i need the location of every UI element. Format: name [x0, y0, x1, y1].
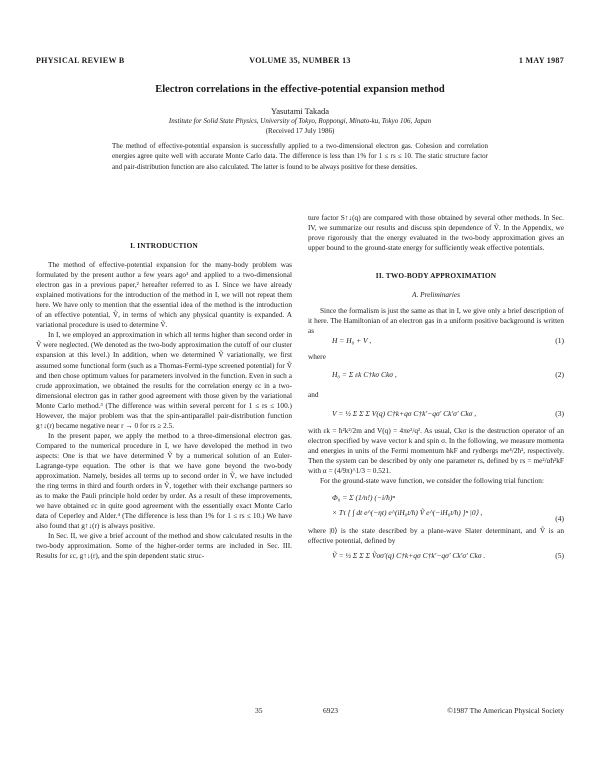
equation-2 — [308, 365, 564, 387]
connective-text: where — [308, 352, 326, 362]
equation-body: Ṽ = ½ Σ Σ Σ Ṽσσ′(q) C†k+qσ C†k′−qσ′ Ck′σ′ Ckσ . — [332, 550, 486, 560]
paragraph: In Sec. II, we give a brief account of the method and show calculated results in the two-body approximation. Some of the higher-order terms are included in Sec. III. Results for εc, g↑↓(r), and the spin dependent static struc- — [36, 531, 292, 561]
equation-body: V = ½ Σ Σ Σ V(q) C†k+qσ C†k′−qσ′ Ck′σ′ Ckσ , — [332, 408, 477, 418]
equation-number: (5) — [555, 550, 564, 560]
equation-1 — [308, 336, 564, 349]
page-number: 6923 — [323, 706, 338, 715]
equation-number: (1) — [555, 336, 564, 346]
paragraph-continuation: ture factor S↑↓(q) are compared with those obtained by several other methods. In Sec. IV, we summarize our results and discuss spin dependence of Ṽ. In the Appendix, we prove rigorously that the energy evaluated in the two-body approximation gives an upper bound to the ground-state energy for sufficiently weak effective potentials. — [308, 213, 564, 253]
paragraph: In the present paper, we apply the method to a three-dimensional electron gas. Compared to the numerical procedure in I, we have developed the method in two aspects: One is that we have determined Ṽ by a numerical solution of an Euler-Lagrange-type equation. The other is that we have gone beyond the two-body approximation. Namely, besides all terms up to second order in Ṽ, we have included the ring terms in third and fourth orders in Ṽ, together with their exchange partners so as to make the Pauli principle hold order by order. As a result of these improvements, we have obtained εc in quite good agreement with the essentially exact Monte Carlo data of Ceperley and Alder.⁴ (The difference is less than 1% for 1 ≤ rs ≤ 10.) We have also found that g↑↓(r) is always positive. — [36, 430, 292, 531]
running-header — [36, 56, 564, 68]
section-heading-two-body: II. TWO-BODY APPROXIMATION — [375, 271, 497, 281]
equation-5 — [308, 546, 564, 568]
paragraph: In I, we employed an approximation in which all terms higher than second order in Ṽ were neglected. (We denoted as the two-body approximation the cutoff of our cluster expansion at this level.) In addition, when we determined Ṽ variationally, we first assumed some functional form (such as a Thomas-Fermi-type screened potential) for Ṽ and then chose optimum values for parameters involved in the function. Even in such a crude approximation, we obtained the results for the correlation energy εc in a two-dimensional electron gas in rather good agreement with those given by the variational Monte Carlo method.³ (The difference was within several percent for 1 ≤ rs ≤ 100.) However, the major problem was that the spin-antiparallel pair-distribution function g↑↓(r) became negative near r → 0 for rs ≥ 2.5. — [36, 330, 292, 430]
paragraph: The method of effective-potential expansion for the many-body problem was formulated by the present author a few years ago¹ and applied to a two-dimensional electron gas in a previous paper,² hereafter referred to as I. Since we have already explained motivations for the introduction of the method in I, we will not repeat them here. We have only to mention that the essential idea of the method is the introduction of an effective potential, Ṽ, in terms of which any physical quantity is expanded. A variational procedure is used to determine Ṽ. — [36, 260, 292, 330]
author-name: Yasutami Takada — [270, 106, 330, 116]
equation-body — [332, 490, 482, 520]
issue-date: 1 MAY 1987 — [518, 56, 564, 65]
volume-number: VOLUME 35, NUMBER 13 — [249, 56, 351, 65]
equation-number: (3) — [555, 408, 564, 418]
section-heading-introduction: I. INTRODUCTION — [130, 241, 198, 250]
paragraph: Since the formalism is just the same as that in I, we give only a brief description of it here. The Hamiltonian of an electron gas in a uniform positive background is written as — [308, 306, 564, 336]
paragraph-continuation: where |0⟩ is the state described by a plane-wave Slater determinant, and Ṽ is an effective potential, defined by — [308, 525, 564, 545]
equation-number: (2) — [555, 370, 564, 380]
volume-page-number: 35 — [255, 706, 263, 715]
equation-3 — [308, 404, 564, 426]
page-footer — [36, 706, 564, 716]
journal-name: PHYSICAL REVIEW B — [36, 56, 125, 65]
connective-text: and — [308, 390, 319, 400]
author-affiliation: Institute for Solid State Physics, University of Tokyo, Roppongi, Minato-ku, Tokyo 106, Japan — [168, 117, 432, 125]
right-column — [308, 213, 564, 568]
copyright-notice: ©1987 The American Physical Society — [447, 706, 564, 715]
paragraph-continuation: with εk = ħ²k²/2m and V(q) = 4πe²/q². As usual, Ckσ is the destruction operator of an electron specified by wave vector k and spin σ. In the following, we measure momenta and energies in units of the Fermi momentum ħkF and rydbergs me⁴/2ħ², respectively. Then the system can be described by only one parameter rs, defined by rs = me²/αħ²kF with α = (4/9π)^1/3 = 0.521. — [308, 425, 564, 475]
equation-line: Φ₀ = Σ (1/n!) (−i/ħ)ⁿ — [332, 492, 395, 502]
paragraph: For the ground-state wave function, we consider the following trial function: — [320, 475, 544, 485]
equation-4 — [308, 486, 564, 526]
received-date: (Received 17 July 1986) — [265, 127, 335, 135]
left-column — [36, 241, 292, 561]
article-title: Electron correlations in the effective-potential expansion method — [155, 84, 445, 95]
equation-body: H = H₀ + V , — [332, 336, 372, 346]
equation-line: × Tτ [ ∫ dt e^(−ηt) e^(iH₀t/ħ) Ṽ e^(−iH₀t/ħ) ]ⁿ |0⟩ , — [332, 507, 483, 517]
equation-number: (4) — [555, 513, 564, 523]
subsection-heading-preliminaries: A. Preliminaries — [412, 290, 460, 300]
abstract: The method of effective-potential expansion is successfully applied to a two-dimensional electron gas. Cohesion and correlation energies agree quite well with accurate Monte Carlo data. The difference is less than 1% for 1 ≤ rs ≤ 10. The static structure factor and pair-distribution function are also calculated. The latter is found to be always positive for these densities. — [112, 142, 488, 171]
equation-body: H₀ = Σ εk C†kσ Ckσ , — [332, 370, 397, 380]
